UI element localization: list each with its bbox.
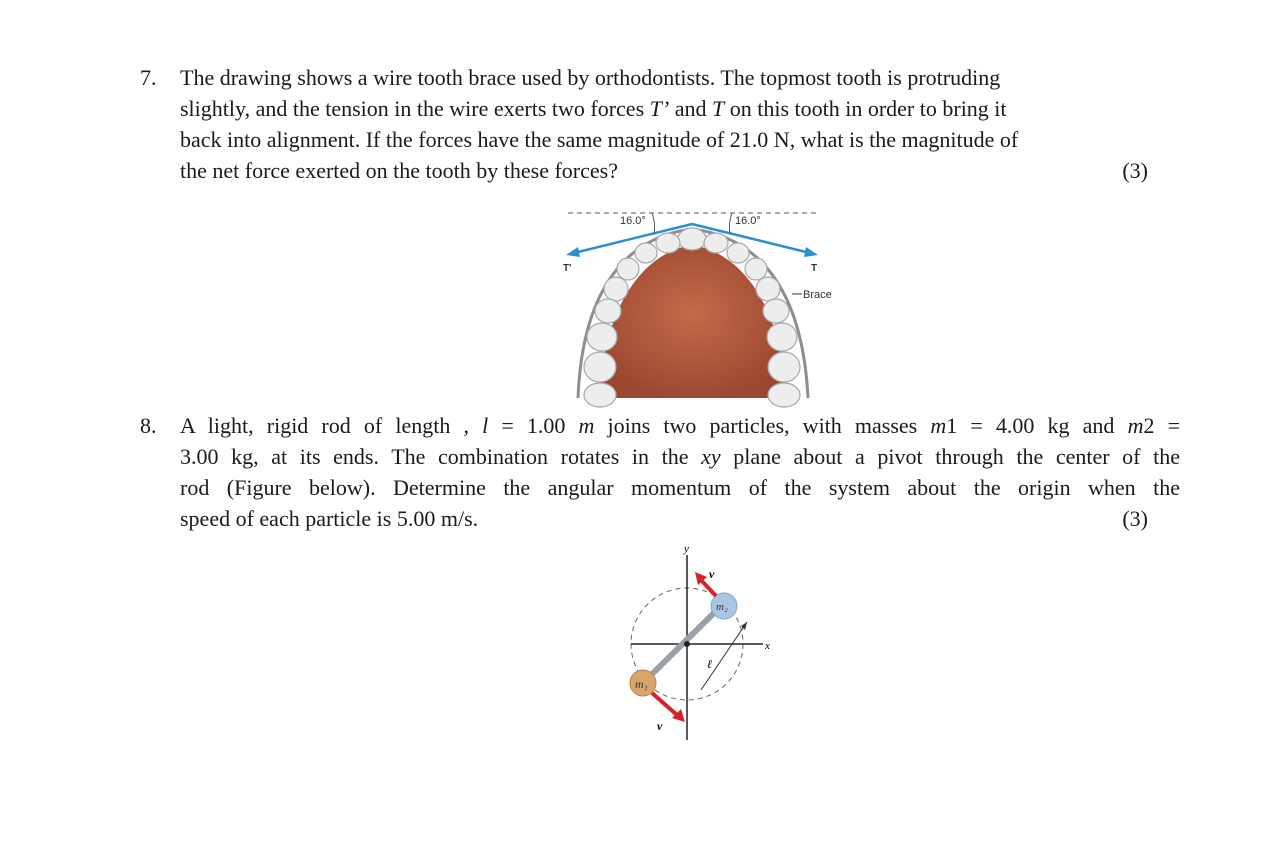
x-axis-label: x xyxy=(765,640,770,652)
y-axis-label: y xyxy=(684,543,689,555)
q8-line-4: speed of each particle is 5.00 m/s. (3) xyxy=(180,503,1180,534)
question-body xyxy=(180,410,1180,534)
q8-line-3: rod (Figure below). Determine the angular momentum of the system about the origin when the xyxy=(180,475,1180,500)
force-t-label: T xyxy=(811,263,818,274)
rotating-rod-figure xyxy=(605,540,785,745)
question-7 xyxy=(136,62,1186,186)
brace-label: Brace xyxy=(803,289,832,301)
question-number: 8. xyxy=(140,413,157,438)
mass-1-label: m₁ xyxy=(635,677,648,691)
tooth-brace-figure xyxy=(560,203,832,408)
q7-line-4: the net force exerted on the tooth by these forces? (3) xyxy=(180,155,1180,186)
q7-line-2: slightly, and the tension in the wire exerts two forces T’ and T on this tooth in order to bring it xyxy=(180,96,1007,121)
marks: (3) xyxy=(1122,506,1148,531)
mass-2-label: m₂ xyxy=(716,601,728,613)
velocity-top-label: v xyxy=(709,567,715,581)
angle-left-label: 16.0° xyxy=(620,215,646,227)
length-label: ℓ xyxy=(707,657,712,671)
q8-line-1: A light, rigid rod of length , l = 1.00 m joins two particles, with masses m1 = 4.00 kg and m2 = xyxy=(180,413,1180,438)
pivot xyxy=(684,641,690,647)
marks: (3) xyxy=(1122,158,1148,183)
force-t-prime-label: T' xyxy=(563,263,572,274)
force-t: T xyxy=(711,96,725,121)
question-number: 7. xyxy=(140,65,157,90)
q7-line-1: The drawing shows a wire tooth brace used by orthodontists. The topmost tooth is protruding xyxy=(180,65,1001,90)
velocity-bottom-label: v xyxy=(657,719,663,733)
question-body xyxy=(180,62,1180,186)
q7-line-3: back into alignment. If the forces have the same magnitude of 21.0 N, what is the magnitude of xyxy=(180,127,1019,152)
angle-right-label: 16.0° xyxy=(735,215,761,227)
q8-line-2: 3.00 kg, at its ends. The combination rotates in the xy plane about a pivot through the center of the xyxy=(180,444,1181,469)
force-t-prime: T’ xyxy=(649,96,670,121)
question-8 xyxy=(136,410,1186,534)
